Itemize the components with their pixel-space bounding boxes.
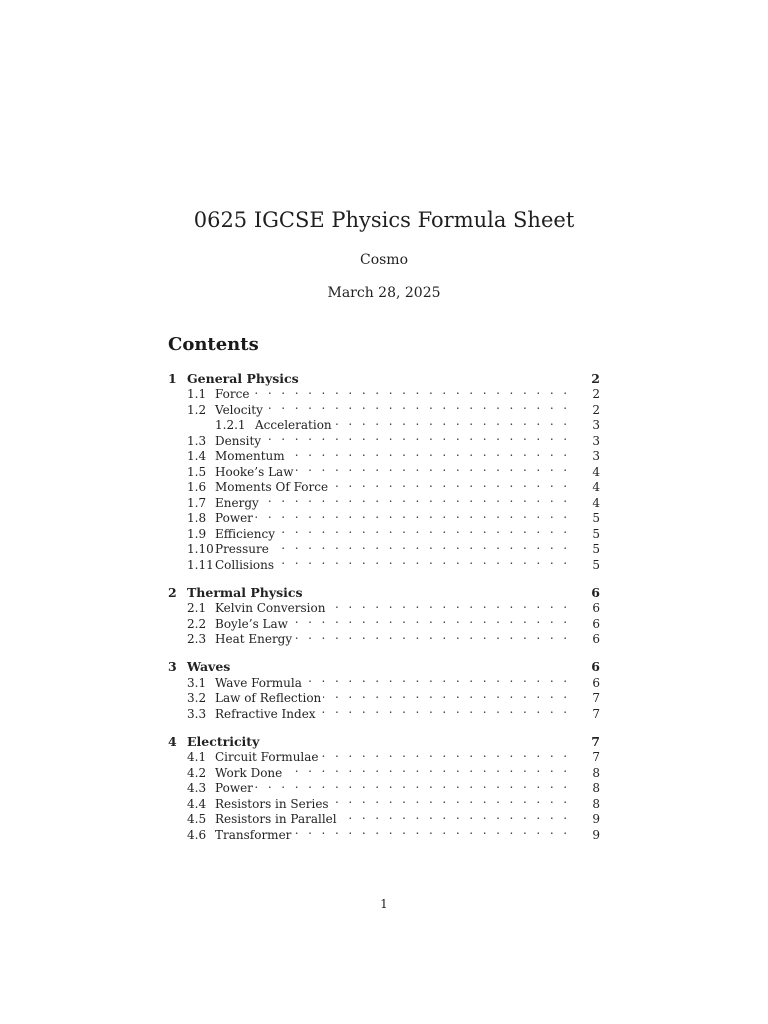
toc-subsection-entry[interactable] (168, 383, 600, 399)
toc-entry-number: 1 (168, 370, 177, 386)
toc-entry-number: 2.3 (187, 632, 207, 646)
toc-subsection-entry[interactable] (168, 792, 600, 811)
toc-entry-page: 5 (586, 542, 600, 558)
toc-dot-leader (232, 656, 586, 672)
toc-entry-page: 5 (586, 527, 600, 543)
toc-entry-page: 3 (586, 434, 600, 450)
toc-entry-number: 4.6 (187, 827, 207, 842)
toc-entry-number: 4.4 (187, 796, 207, 811)
toc-entry-page: 4 (586, 480, 600, 496)
toc-dot-leader (295, 460, 586, 476)
toc-entry-number: 1.2.1 (215, 418, 246, 432)
toc-entry-number: 4.2 (187, 765, 207, 780)
toc-entry-number: 1.5 (187, 464, 207, 479)
toc-entry-number: 2.1 (187, 601, 207, 615)
toc-dot-leader (323, 687, 586, 703)
toc-entry-number: 3.2 (187, 691, 207, 705)
toc-subsection-entry[interactable] (168, 398, 600, 417)
toc-entry-page: 2 (586, 371, 600, 387)
toc-dot-leader (304, 671, 586, 687)
toc-entry-number: 2.2 (187, 616, 207, 631)
toc-subsection-entry[interactable] (168, 761, 600, 780)
toc-entry-title: Hooke’s Law (215, 464, 294, 479)
toc-entry-number: 4.1 (187, 750, 207, 764)
toc-entry-number: 1.7 (187, 495, 207, 510)
toc-entry-page: 5 (586, 511, 600, 527)
toc-subsection-entry[interactable] (168, 702, 600, 721)
toc-dot-leader (339, 808, 586, 824)
toc-subsection-entry[interactable] (168, 597, 600, 613)
toc-subsection-entry[interactable] (168, 823, 600, 842)
toc-entry-title: Moments Of Force (215, 480, 329, 494)
toc-dot-leader (290, 612, 586, 628)
toc-entry-number: 1.10 (187, 542, 214, 556)
toc-dot-leader (251, 383, 586, 399)
toc-section-entry[interactable] (168, 581, 600, 600)
toc-entry-title: Pressure (215, 542, 269, 556)
toc-entry-title: Energy (215, 495, 259, 510)
toc-section (168, 581, 600, 646)
toc-dot-leader (334, 414, 586, 430)
toc-entry-page: 6 (586, 601, 600, 617)
toc-entry-page: 8 (586, 797, 600, 813)
toc-entry-number: 3.1 (187, 675, 207, 690)
toc-dot-leader (318, 702, 586, 718)
toc-entry-title: Resistors in Series (215, 796, 329, 811)
toc-entry-title: Kelvin Conversion (215, 601, 326, 615)
toc-entry-page: 5 (586, 558, 600, 574)
toc-entry-page: 2 (586, 387, 600, 403)
page-number: 1 (380, 897, 388, 911)
toc-entry-title: Heat Energy (215, 632, 293, 646)
toc-entry-title: Momentum (215, 449, 285, 463)
toc-entry-title: General Physics (187, 370, 299, 386)
toc-entry-title: Collisions (215, 557, 275, 572)
toc-dot-leader (261, 730, 586, 746)
toc-entry-page: 8 (586, 766, 600, 782)
toc-entry-title: Power (215, 781, 253, 795)
toc-dot-leader (331, 792, 586, 808)
toc-entry-title: Force (215, 387, 250, 401)
toc-subsection-entry[interactable] (168, 612, 600, 631)
toc-dot-leader (284, 761, 586, 777)
toc-section-entry[interactable] (168, 367, 600, 386)
toc-dot-leader (330, 476, 586, 492)
document-date: March 28, 2025 (327, 285, 441, 301)
toc-section (168, 367, 600, 572)
table-of-contents (168, 367, 600, 851)
toc-dot-leader (327, 597, 586, 613)
toc-section-entry[interactable] (168, 656, 600, 672)
toc-entry-page: 6 (586, 632, 600, 648)
toc-entry-number: 1.9 (187, 526, 207, 541)
toc-subsection-entry[interactable] (168, 460, 600, 479)
toc-dot-leader (271, 538, 586, 554)
toc-entry-title: Wave Formula (215, 675, 302, 690)
toc-entry-page: 7 (586, 734, 600, 750)
toc-subsection-entry[interactable] (168, 414, 600, 430)
toc-entry-number: 2 (168, 584, 177, 600)
toc-entry-number: 1.11 (187, 557, 214, 572)
toc-entry-number: 3.3 (187, 706, 207, 721)
toc-entry-number: 1.3 (187, 433, 207, 448)
toc-entry-title: Electricity (187, 733, 260, 749)
toc-entry-page: 8 (586, 781, 600, 797)
toc-entry-title: Refractive Index (215, 706, 316, 721)
toc-entry-number: 4 (168, 733, 177, 749)
toc-subsection-entry[interactable] (168, 476, 600, 492)
toc-dot-leader (277, 522, 586, 538)
toc-entry-title: Law of Reflection (215, 691, 322, 705)
toc-entry-page: 9 (586, 828, 600, 844)
toc-entry-page: 4 (586, 496, 600, 512)
toc-entry-number: 1.1 (187, 387, 207, 401)
toc-entry-title: Work Done (215, 765, 283, 780)
toc-entry-page: 6 (586, 676, 600, 692)
toc-subsection-entry[interactable] (168, 538, 600, 554)
toc-entry-page: 4 (586, 465, 600, 481)
toc-subsection-entry[interactable] (168, 507, 600, 523)
toc-dot-leader (294, 628, 586, 644)
toc-entry-number: 1.8 (187, 511, 207, 525)
toc-entry-title: Transformer (215, 827, 292, 842)
toc-subsection-entry[interactable] (168, 746, 600, 762)
toc-subsection-entry[interactable] (168, 429, 600, 448)
contents-heading: Contents (168, 334, 259, 355)
toc-dot-leader (255, 777, 586, 793)
toc-entry-page: 3 (586, 418, 600, 434)
toc-subsection-entry[interactable] (168, 687, 600, 703)
toc-entry-page: 6 (586, 585, 600, 601)
toc-subsection-entry[interactable] (168, 491, 600, 510)
toc-dot-leader (265, 398, 586, 414)
toc-subsection-entry[interactable] (168, 522, 600, 541)
toc-entry-number: 4.5 (187, 812, 207, 826)
toc-entry-page: 6 (586, 617, 600, 633)
toc-dot-leader (305, 581, 586, 597)
toc-dot-leader (321, 746, 586, 762)
toc-subsection-entry[interactable] (168, 808, 600, 824)
toc-dot-leader (293, 823, 586, 839)
toc-dot-leader (263, 429, 586, 445)
toc-entry-page: 7 (586, 750, 600, 766)
toc-entry-page: 2 (586, 403, 600, 419)
toc-entry-number: 4.3 (187, 781, 207, 795)
toc-entry-title: Boyle’s Law (215, 616, 288, 631)
toc-subsection-entry[interactable] (168, 628, 600, 644)
toc-dot-leader (255, 507, 586, 523)
toc-section (168, 656, 600, 721)
toc-entry-number: 1.6 (187, 480, 207, 494)
document-title: 0625 IGCSE Physics Formula Sheet (193, 208, 575, 232)
toc-entry-page: 9 (586, 812, 600, 828)
toc-subsection-entry[interactable] (168, 553, 600, 572)
toc-entry-title: Circuit Formulae (215, 750, 319, 764)
toc-entry-page: 7 (586, 691, 600, 707)
toc-dot-leader (301, 367, 586, 383)
toc-entry-number: 1.2 (187, 402, 207, 417)
toc-entry-number: 1.4 (187, 449, 207, 463)
toc-entry-number: 3 (168, 659, 177, 674)
toc-entry-page: 7 (586, 707, 600, 723)
document-author: Cosmo (359, 252, 409, 268)
toc-entry-title: Acceleration (255, 418, 332, 432)
toc-entry-title: Thermal Physics (187, 584, 303, 600)
toc-entry-title: Waves (187, 659, 231, 674)
toc-section-entry[interactable] (168, 730, 600, 749)
toc-subsection-entry[interactable] (168, 777, 600, 793)
toc-entry-page: 6 (586, 659, 600, 675)
toc-dot-leader (276, 553, 586, 569)
toc-entry-page: 3 (586, 449, 600, 465)
toc-entry-title: Resistors in Parallel (215, 812, 337, 826)
toc-entry-title: Efficiency (215, 526, 276, 541)
toc-entry-title: Power (215, 511, 253, 525)
toc-subsection-entry[interactable] (168, 671, 600, 690)
toc-section (168, 730, 600, 842)
toc-entry-title: Density (215, 433, 262, 448)
toc-subsection-entry[interactable] (168, 445, 600, 461)
toc-dot-leader (261, 491, 586, 507)
toc-entry-title: Velocity (215, 402, 263, 417)
toc-dot-leader (287, 445, 586, 461)
